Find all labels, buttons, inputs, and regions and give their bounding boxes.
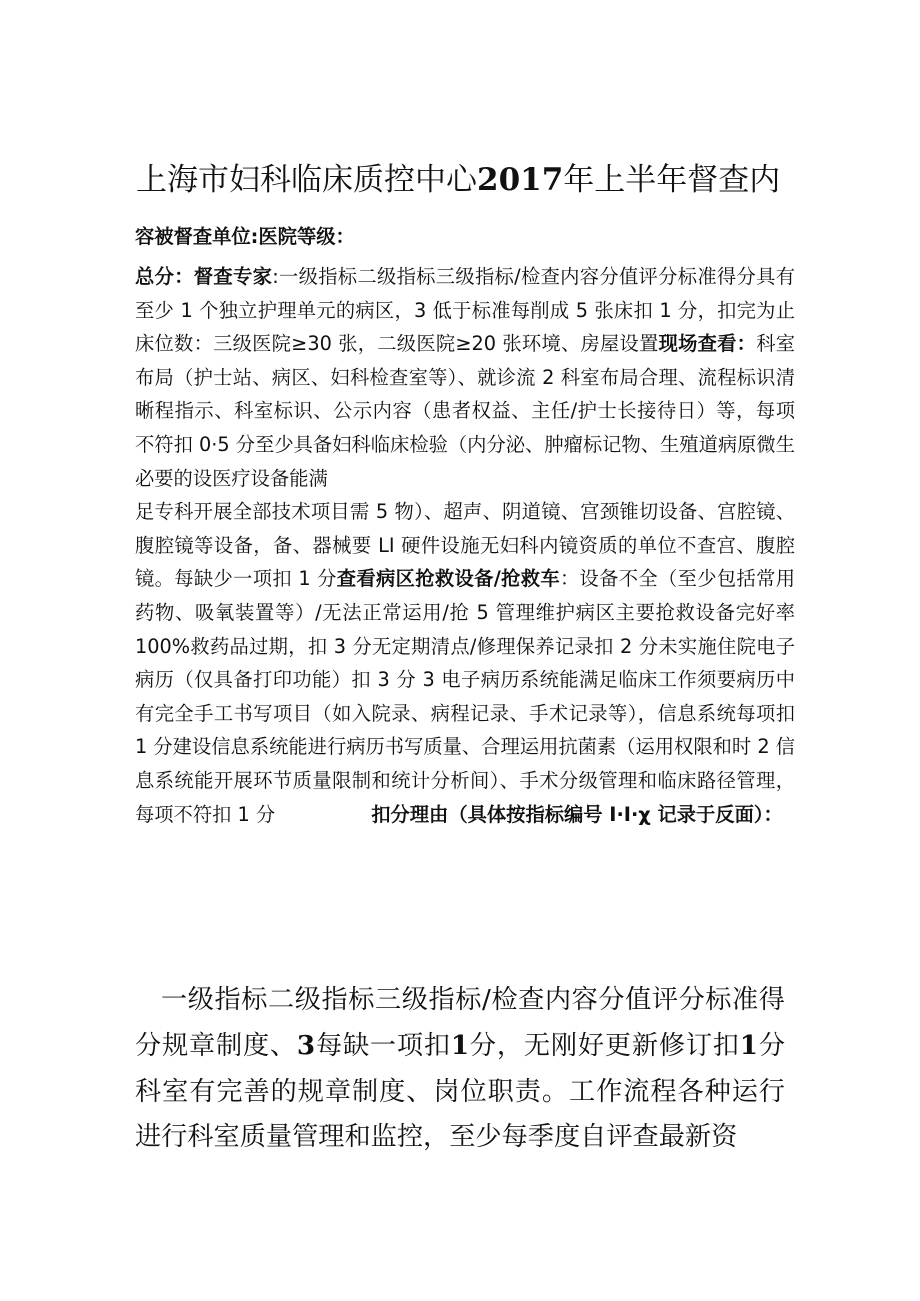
criteria-text-c: 足专科开展全部技术项目需 5 物）、超声、阴道镜、宫颈锥切设备、宫腔镜、腹腔镜等设备，备、器械要 LI 硬件设施无妇科内镜资质的单位不查宫、腹腔镜。每缺少一项扣 1 分	[135, 500, 795, 591]
criteria-text-b: 科室布局（护士站、病区、妇科检查室等）、就诊流 2 科室布局合理、流程标识清晰程指示、科室标识、公示内容（患者权益、主任/护士长接待日）等，每项不符扣 0·5 分至少具备妇科临床检验（内分泌、肿瘤标记物、生殖道病原微生必要的设医疗设备能满	[135, 332, 796, 490]
rules-paragraph	[135, 978, 785, 1161]
rules-number-1: 3	[296, 1030, 316, 1062]
title-prefix: 上海市妇科临床质控中心	[136, 162, 477, 198]
title-suffix: 年上半年督查内	[563, 162, 781, 198]
rules-number-3: 1	[739, 1030, 759, 1062]
criteria-text-c-line	[135, 495, 795, 831]
criteria-text-d: ：设备不全（至少包括常用药物、吸氧装置等）/无法正常运用/抢 5 管理维护病区主要抢救设备完好率 100%救药品过期，扣 3 分无定期清点/修理保养记录扣 2 分未实施住院电子病历（仅具备打印功能）扣 3 分 3 电子病历系统能满足临床工作须要病历中有完全手工书写项目（如入院录、病程记录、手术记录等），信息系统每项扣 1 分建设信息系统能进行病历书写质量、合理运用抗菌素（运用权限和时 2 信息系统能开展环节质量限制和统计分析间）、手术分级管理和临床路径管理，每项不符扣 1 分	[135, 567, 796, 826]
rules-text-b: 每缺一项扣	[315, 1031, 451, 1062]
deduction-reason-label: 扣分理由（具体按指标编号 I·I·χ 记录于反面）：	[371, 802, 783, 826]
onsite-label: 现场查看：	[658, 332, 757, 356]
criteria-text-a: :一级指标二级指标三级指标/检查内容分值评分标准得分具有至少 1 个独立护理单元的病区，3 低于标准每削成 5 张床扣 1 分，扣完为止床位数：三级医院≥30 张，二级医院≥20 张环境、房屋设置	[135, 265, 796, 356]
document-title	[136, 156, 836, 204]
inspection-criteria-paragraph	[135, 260, 795, 831]
total-label: 总分：	[135, 265, 194, 288]
rules-number-2: 1	[450, 1030, 470, 1062]
rules-text-d: 分科室有完善的规章制度、岗位职责。工作流程各种运行进行科室质量管理和监控，至少每季度自评查最新资	[135, 1031, 786, 1153]
unit-line: 容被督查单位:医院等级：	[135, 225, 355, 248]
title-year: 2017	[477, 162, 564, 198]
rules-text-a: 一级指标二级指标三级指标/检查内容分值评分标准得分规章制度、	[135, 985, 785, 1062]
rescue-label: 查看病区抢救设备/抢救车	[336, 567, 560, 591]
expert-label: 督查专家	[193, 265, 273, 288]
rules-text-c: 分，无刚好更新修订扣	[469, 1031, 740, 1062]
